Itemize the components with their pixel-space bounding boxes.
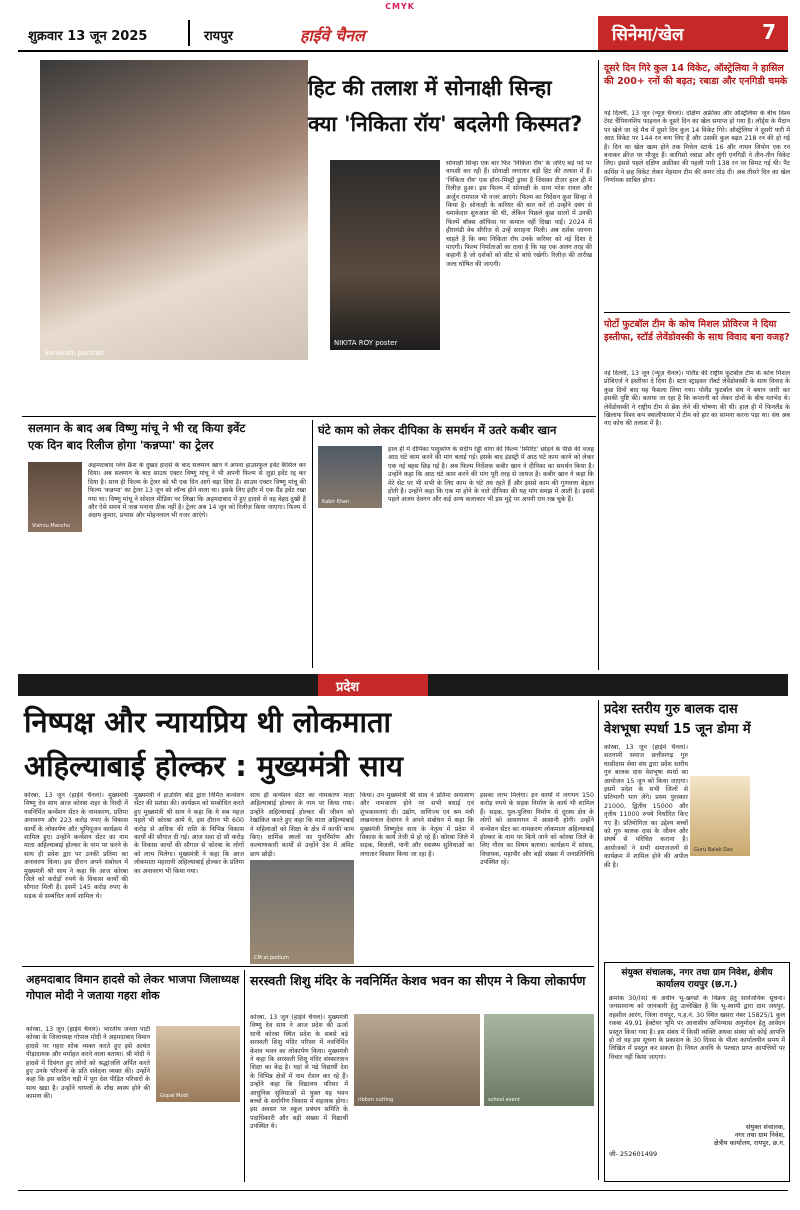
mid-left-headline-line2: एक दिन बाद रिलीज होगा 'कन्नप्पा' का ट्रेलर <box>28 438 214 452</box>
notice-ref: जी- 252601499 <box>609 1150 658 1158</box>
bottom-col-rule <box>244 970 245 1182</box>
pradesh-right-headline <box>604 700 790 740</box>
pradesh-body-col1: कोरबा, 13 जून (हाईवे चैनल)। मुख्यमंत्री विष्णु देव साय आज कोरबा शहर के रिस्दी में नवनिर्मित कन्वेंशन सेंटर के नामकरण, प्रतिमा अनावरण और 223 करोड़ रुपए के विकास कार्यों के लोकार्पण और भूमिपूजन कार्यक्रम में शामिल हुए। उन्होंने कन्वेंशन सेंटर का नाम माता अहिल्याबाई होल्कर के नाम पर करने के साथ ही प्रवेश द्वार पर उनकी प्रतिमा का अनावरण किया। इस दौरान अपने संबोधन में मुख्यमंत्री श्री साय ने कहा कि आज कोरबा जिले को करोड़ों रुपये के विकास कार्यों की सौगात मिली है। इसमें 145 करोड़ रुपए के सड़क से सम्बंधित कार्य शामिल थे। <box>24 792 128 900</box>
pradesh-body-col3: साथ ही कन्वेंशन सेंटर का नामकरण माता अहिल्याबाई होल्कर के नाम पर किया गया। उन्होंने अहिल्याबाई होल्कर की जीवन को रेखांकित करते हुए कहा कि माता अहिल्याबाई ने महिलाओं को शिक्षा के क्षेत्र में काफी काम किए। धार्मिक स्थलों का पुनर्निर्माण और कल्याणकारी कार्यों से उन्होंने देश में अमिट छाप छोड़ी। <box>250 792 354 858</box>
bottom-left-body: कोरबा, 13 जून (हाईवे चैनल)। भारतीय जनता पार्टी कोरबा के जिलाध्यक्ष गोपाल मोदी ने अहमदाबाद विमान हादसे पर गहरा शोक व्यक्त करते हुए इसे अत्यंत पीड़ादायक और मर्माहत करने वाला बताया। श्री मोदी ने हादसे में दिवंगत हुए लोगों को श्रद्धांजलि अर्पित करते हुए उनके परिजनों के प्रति संवेदना व्यक्त की। उन्होंने कहा कि इस कठिन घड़ी में पूरा देश पीड़ित परिवारों के साथ खड़ा है। उन्होंने घायलों के शीघ्र स्वस्थ होने की कामना की। <box>26 1026 150 1101</box>
lead-headline <box>308 70 598 142</box>
notice-sign-line3: क्षेत्रीय कार्यालय, रायपुर, छ.ग. <box>713 1139 785 1147</box>
mid-right-body: हाल ही में दीपिका पादुकोण के संदीप रेड्डी वांगा की फिल्म 'स्पिरिट' छोड़ने के पीछे की वजह आठ घंटे काम करने की मांग बताई गई। इसके बाद इंडस्ट्री में आठ घंटे काम करने को लेकर एक नई बहस छिड़ गई है। अब फिल्म निर्देशक कबीर खान ने दीपिका का समर्थन किया है। उन्होंने कहा कि आठ घंटे काम करने की मांग पूरी तरह से जायज है। कबीर खान ने कहा कि मेरे सेट पर भी सभी के लिए काम के घंटे तय रहते हैं और इससे काम की गुणवत्ता बेहतर होती है। उन्होंने कहा कि एक मां होने के नाते दीपिका की यह मांग समझ में आती है। इससे पहले अजय देवगन और कई अन्य कलाकार भी इस मुद्दे पर अपनी राय रख चुके हैं। <box>388 446 594 504</box>
pradesh-body-col5: इसका लाभ मिलेगा। इन कार्यों में लगभग 150 करोड़ रुपये के सड़क निर्माण के कार्य भी शामिल हैं। सड़क, पुल-पुलिया निर्माण से दूरस्थ क्षेत्र के लोगों को आवागमन में आसानी होगी। उन्होंने कन्वेंशन सेंटर का नामकरण लोकमाता अहिल्याबाई होल्कर के नाम पर किये जाने को कोरबा जिले के लिए गौरव का विषय बताया। कार्यक्रम में सांसद, विधायक, महापौर और बड़ी संख्या में जनप्रतिनिधि उपस्थित रहे। <box>480 792 594 867</box>
inauguration-photo-2: school event <box>484 1014 594 1106</box>
section-title: सिनेमा/खेल <box>612 25 684 45</box>
bottom-mid-body: कोरबा, 13 जून (हाईवे चैनल)। मुख्यमंत्री विष्णु देव साय ने आज प्रदेश की ऊर्जा धानी कोरबा स्थित प्रदेश के सबसे बड़े सरस्वती शिशु मंदिर परिसर में नवनिर्मित केशव भवन का लोकार्पण किया। मुख्यमंत्री ने कहा कि सरस्वती शिशु मंदिर संस्कारवान शिक्षा का केंद्र है। यहां से पढ़े विद्यार्थी देश के विभिन्न क्षेत्रों में नाम रोशन कर रहे हैं। उन्होंने कहा कि विद्यालय परिसर में आधुनिक सुविधाओं से युक्त यह भवन बच्चों के सर्वांगीण विकास में सहायक होगा। इस अवसर पर स्कूल प्रबंधन समिति के पदाधिकारी और बड़ी संख्या में विद्यार्थी उपस्थित थे। <box>250 1014 348 1131</box>
masthead-divider <box>188 20 190 46</box>
lead-body: सोनाक्षी सिन्हा एक बार फिर 'निकिता रॉय' के जरिए बड़े पर्दे पर वापसी कर रही हैं। सोनाक्षी लगातार बड़ी हिट की तलाश में हैं। 'निकिता रॉय' एक हॉरर-मिस्ट्री ड्रामा है जिसका टीज़र हाल ही में रिलीज़ हुआ। इस फिल्म में सोनाक्षी के साथ परेश रावल और अर्जुन रामपाल भी नजर आएंगे। फिल्म का निर्देशन कुश सिन्हा ने किया है। सोनाक्षी के करियर की बात करें तो उन्होंने दबंग से धमाकेदार शुरुआत की थी, लेकिन पिछले कुछ सालों में उनकी फिल्में बॉक्स ऑफिस पर कमाल नहीं दिखा पाईं। 2024 में हीरामंडी वेब सीरीज से उन्हें सराहना मिली। अब दर्शक जानना चाहते हैं कि क्या निकिता रॉय उनके करियर को नई दिशा दे पाएगी। फिल्म निर्माताओं का दावा है कि यह एक अलग तरह की कहानी है जो दर्शकों को सीट से बांधे रखेगी। रिलीज़ की तारीख जल्द घोषित की जाएगी। <box>446 160 592 268</box>
pradesh-body-col2: मुख्यमंत्री ने हाउसिंग बोर्ड द्वारा निर्मित कन्वेंशन सेंटर की प्रशंसा की। कार्यक्रम को सम्बोधित करते हुए मुख्यमंत्री श्री साय ने कहा कि ये सब महज़ पहले भी कोरबा आये थे, इस दौरान भी 600 करोड़ से अधिक की राशि के विभिन्न विकास कार्यों की सौगात दी गई। आज सवा दो सौ करोड़ के विकास कार्यों की सौगात से कोरबा के लोगों को लाभ मिलेगा। मुख्यमंत्री ने कहा कि आज लोकमाता महारानी अहिल्याबाई होल्कर के प्रतिमा का अनावरण भी किया गया। <box>134 792 244 875</box>
mid-left-body: अहमदाबाद प्लेन क्रैश के दुखद हादसे के बाद सलमान खान ने अपना हाउसफुल इवेंट कैंसिल कर दिया। अब सलमान के बाद साउथ एक्टर विष्णु मांचू ने भी अपनी फिल्म से जुड़ा इवेंट रद्द कर दिया है। साथ ही फिल्म के ट्रेलर को भी एक दिन आगे बढ़ा दिया है। साउथ एक्टर विष्णु मांचू की फिल्म 'कन्नप्पा' का ट्रेलर 13 जून को लॉन्च होने वाला था। इसके लिए इंदौर में एक ग्रैंड इवेंट रखा गया था। विष्णु मांचू ने सोशल मीडिया पर लिखा कि अहमदाबाद में हुए हादसे से वह बेहद दुखी हैं और ऐसे समय में जश्न मनाना ठीक नहीं है। ट्रेलर अब 14 जून को रिलीज़ किया जाएगा। फिल्म में अक्षय कुमार, प्रभास और मोहनलाल भी नजर आएंगे। <box>88 462 306 520</box>
column-rule-right <box>598 60 599 670</box>
mid-right-headline: घंटे काम को लेकर दीपिका के समर्थन में उतरे कबीर खान <box>318 423 557 437</box>
inauguration-photo-1: ribbon cutting <box>354 1014 480 1106</box>
pradesh-right-headline-line2: वेशभूषा स्पर्धा 15 जून डोमा में <box>604 722 751 737</box>
public-notice <box>604 962 790 1182</box>
mid-left-headline-line1: सलमान के बाद अब विष्णु मांचू ने भी रद्द किया इवेंट <box>28 421 246 435</box>
nikita-roy-poster: NIKITA ROY poster <box>330 160 440 350</box>
pradesh-band <box>18 674 788 696</box>
kabir-photo: Kabir Khan <box>318 446 382 508</box>
sports-top-body: नई दिल्ली, 13 जून (न्यूज़ चैनल)। दक्षिण अफ्रीका और ऑस्ट्रेलिया के बीच विश्व टेस्ट चैंपियनशिप फाइनल के दूसरे दिन का खेल समाप्त हो गया है। लॉर्ड्स के मैदान पर खेले जा रहे मैच में दूसरे दिन कुल 14 विकेट गिरे। ऑस्ट्रेलिया ने दूसरी पारी में आठ विकेट पर 144 रन बना लिए हैं और उसकी कुल बढ़त 218 रन की हो गई है। दिन का खेल खत्म होने तक मिचेल स्टार्क 16 और नाथन लियोन एक रन बनाकर क्रीज पर मौजूद हैं। कागिसो रबाडा और लुंगी एनगिडी ने तीन-तीन विकेट लिए। इससे पहले दक्षिण अफ्रीका की पहली पारी 138 रन पर सिमट गई थी। पैट कमिंस ने छह विकेट लेकर मेहमान टीम की कमर तोड़ दी। अब तीसरे दिन का खेल निर्णायक साबित होगा। <box>604 110 790 185</box>
lead-headline-line2: क्या 'निकिता रॉय' बदलेगी किस्मत? <box>308 112 583 136</box>
pradesh-right-body-cont <box>690 860 790 958</box>
sports-bottom-body: नई दिल्ली, 13 जून (न्यूज़ चैनल)। पोलैंड की राष्ट्रीय फुटबॉल टीम के कोच मिशल प्रोबिएर्ज ने इस्तीफा दे दिया है। स्टार स्ट्राइकर रॉबर्ट लेवेंडोवस्की के साथ विवाद के कुछ दिनों बाद यह फैसला लिया गया। पोलैंड फुटबॉल संघ ने बयान जारी कर इसकी पुष्टि की। बताया जा रहा है कि कप्तानी को लेकर दोनों के बीच मतभेद थे। लेवेंडोवस्की ने राष्ट्रीय टीम से ब्रेक लेने की घोषणा की थी। हाल ही में फिनलैंड के खिलाफ विश्व कप क्वालीफायर में टीम को हार का सामना करना पड़ा था। संघ अब नए कोच की तलाश में है। <box>604 370 790 428</box>
vishnu-photo: Vishnu Manchu <box>28 462 82 532</box>
notice-signature <box>609 1123 785 1147</box>
mid-top-rule <box>22 416 596 417</box>
pradesh-main-headline <box>24 700 594 788</box>
sonakshi-photo: Sonakshi portrait <box>40 60 308 360</box>
section-tab <box>598 16 788 50</box>
bottom-mid-body-cont <box>354 1110 594 1182</box>
pradesh-headline-line1: निष्पक्ष और न्यायप्रिय थी लोकमाता <box>24 705 392 739</box>
cmyk-marker: CMYK <box>385 2 415 11</box>
bottom-left-body-cont <box>156 1106 240 1182</box>
notice-sign-line1: संयुक्त संचालक, <box>745 1123 785 1131</box>
lead-body-cont <box>310 352 592 414</box>
bottom-left-headline: अहमदाबाद विमान हादसे को लेकर भाजपा जिलाध्यक्ष गोपाल मोदी ने जताया गहरा शोक <box>26 973 240 1002</box>
gopal-photo: Gopal Modi <box>156 1026 240 1102</box>
pradesh-body-col4: किया। उप मुख्यमंत्री श्री साव ने प्रतिमा अनावरण और नामकरण होने पर सभी बधाई एवं शुभकामनाएं दी। उद्योग, वाणिज्य एवं श्रम मंत्री लखनलाल देवांगन ने अपने संबोधन में कहा कि मुख्यमंत्री विष्णुदेव साय के नेतृत्व में प्रदेश में विकास के कार्य तेजी से हो रहे हैं। कोरबा जिले में सड़क, बिजली, पानी और स्वास्थ्य सुविधाओं का लगातार विस्तार किया जा रहा है। <box>360 792 474 858</box>
sports-divider <box>604 312 790 313</box>
mid-col-rule <box>312 420 313 668</box>
masthead-date: शुक्रवार 13 जून 2025 <box>28 29 148 44</box>
pradesh-right-body: कोरबा, 13 जून (हाईवे चैनल)। सतनामी समाज छत्तीसगढ़ गुरु घासीदास सेवा संघ द्वारा प्रदेश स्तरीय गुरु बालक दास वेशभूषा स्पर्धा का आयोजन 15 जून को किया जाएगा। इसमें प्रदेश के सभी जिलों से प्रतिभागी भाग लेंगे। प्रथम पुरस्कार 21000, द्वितीय 15000 और तृतीय 11000 रुपये निर्धारित किए गए हैं। प्रतियोगिता का उद्देश्य बच्चों को गुरु बालक दास के जीवन और संघर्ष से परिचित कराना है। आयोजकों ने सभी समाजजनों से कार्यक्रम में शामिल होने की अपील की है। <box>604 744 688 869</box>
sports-bottom-headline: पोर्टो फुटबॉल टीम के कोच मिशल प्रोविरज ने दिया इस्तीफा, स्टॉर्ड लेवेंडोवस्की के साथ विवाद बना वजह? <box>604 319 790 343</box>
pradesh-right-headline-line1: प्रदेश स्तरीय गुरु बालक दास <box>604 702 738 717</box>
notice-sign-line2: नगर तथा ग्राम निवेश, <box>734 1131 785 1139</box>
page-bottom-rule <box>18 1190 788 1191</box>
sports-top-headline: दूसरे दिन गिरे कुल 14 विकेट, ऑस्ट्रेलिया ने हासिल की 200+ रनों की बढ़त; रबाडा और एनगिडी चमके <box>604 63 788 87</box>
lead-headline-line1: हिट की तलाश में सोनाक्षी सिन्हा <box>308 76 552 100</box>
guru-photo: Guru Balak Das <box>690 776 750 856</box>
notice-title: संयुक्त संचालक, नगर तथा ग्राम निवेश, क्षेत्रीय कार्यालय रायपुर (छ.ग.) <box>621 968 773 990</box>
pradesh-headline-line2: अहिल्याबाई होल्कर : मुख्यमंत्री साय <box>24 749 403 783</box>
pradesh-label: प्रदेश <box>336 680 360 695</box>
bottom-mid-headline: सरस्वती शिशु मंदिर के नवनिर्मित केशव भवन का सीएम ने किया लोकार्पण <box>250 973 586 988</box>
masthead <box>18 16 788 52</box>
masthead-city: रायपुर <box>204 29 233 44</box>
mid-left-headline <box>28 420 306 454</box>
cm-speech-photo: CM at podium <box>250 860 354 964</box>
notice-body: क्रमांक 30/(स) के अधीन भू-खण्डों के विक्रय हेतु सार्वजनिक सूचना। जनसामान्य को जानकारी हेतु उल्लेखित है कि भू-स्वामी द्वारा ग्राम जयपुर, तहसील आरंग, जिला रायपुर, प.ह.नं. 30 स्थित खसरा नंबर 15825/1 कुल रकबा 49.91 हेक्टेयर भूमि पर आवासीय अभिन्यास अनुमोदन हेतु आवेदन प्रस्तुत किया गया है। इस संबंध में किसी व्यक्ति अथवा संस्था को कोई आपत्ति हो तो वह इस सूचना के प्रकाशन के 30 दिवस के भीतर कार्यालयीन समय में लिखित में प्रस्तुत कर सकता है। नियत अवधि के पश्चात प्राप्त आपत्तियों पर विचार नहीं किया जाएगा। <box>609 995 785 1061</box>
page-number: 7 <box>762 20 776 44</box>
bottom-rule <box>22 966 594 967</box>
pradesh-col-rule <box>598 700 599 1180</box>
masthead-brand: हाईवे चैनल <box>300 26 365 45</box>
